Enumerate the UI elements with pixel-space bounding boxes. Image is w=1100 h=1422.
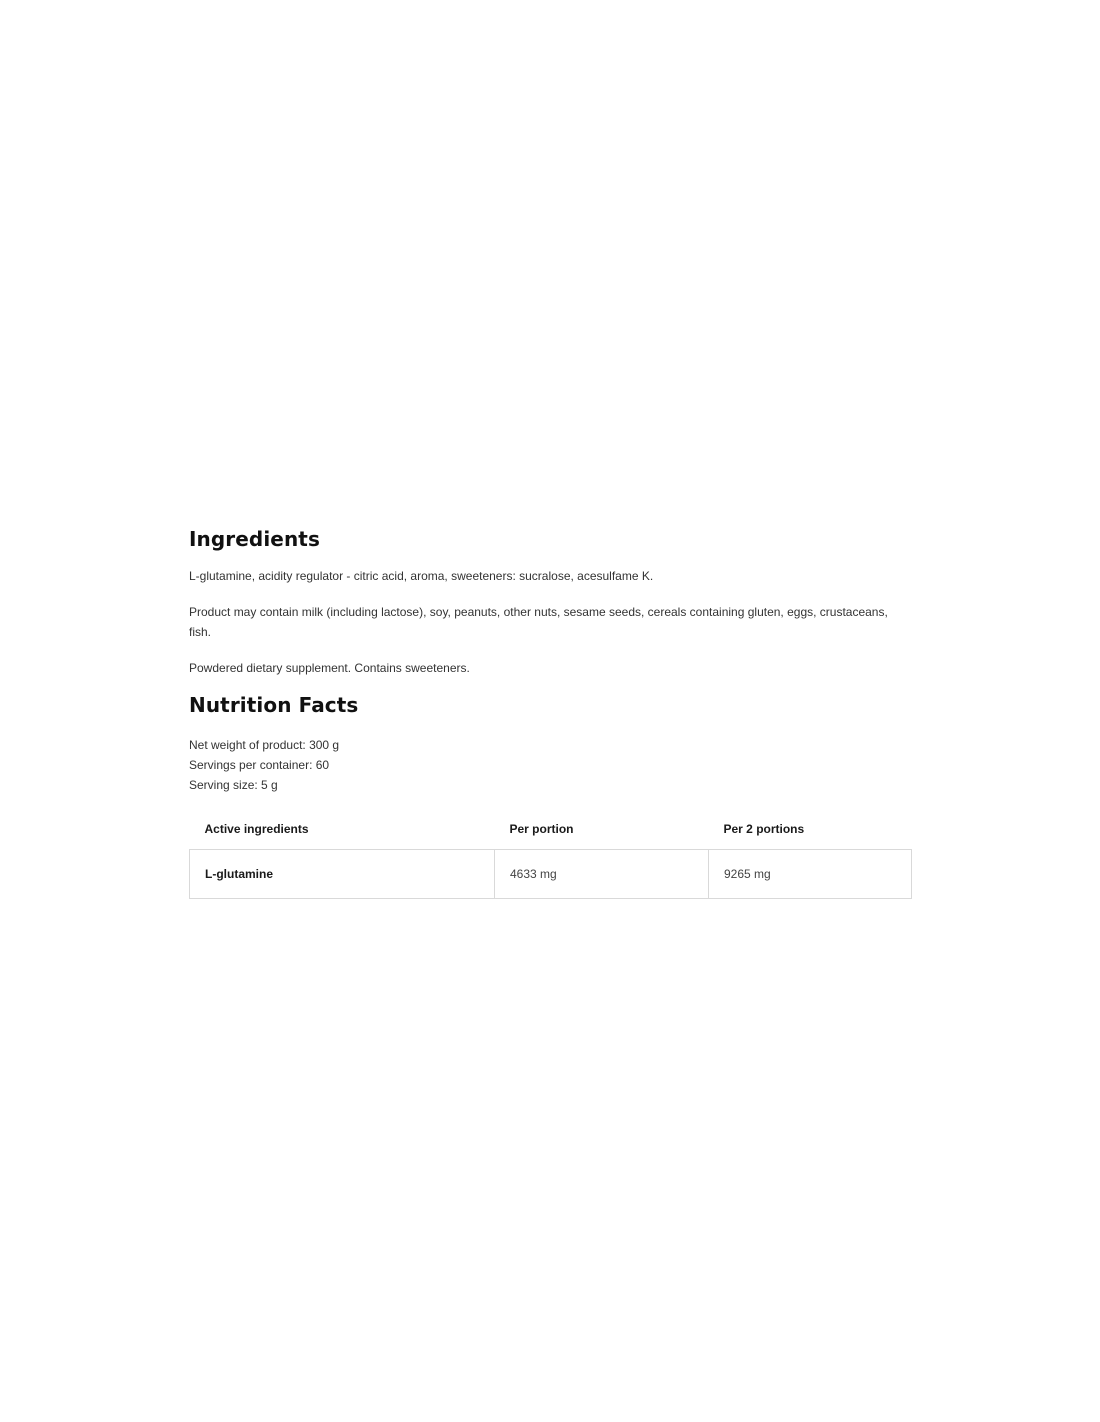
- product-details: [189, 524, 912, 899]
- column-header-active-ingredients: Active ingredients: [204, 822, 309, 836]
- nutrition-facts-section: [189, 690, 912, 899]
- product-description: Powdered dietary supplement. Contains sweeteners.: [189, 661, 470, 675]
- ingredient-name-cell: L-glutamine: [190, 850, 495, 899]
- column-header-per-2-portions: Per 2 portions: [723, 822, 805, 836]
- table-row: [190, 850, 912, 899]
- net-weight: Net weight of product: 300 g: [189, 738, 340, 752]
- column-header-per-portion: Per portion: [509, 822, 574, 836]
- servings-per-container: Servings per container: 60: [189, 758, 330, 772]
- per-portion-cell: 4633 mg: [495, 850, 709, 899]
- serving-size: Serving size: 5 g: [189, 778, 278, 792]
- ingredients-heading: Ingredients: [189, 527, 320, 551]
- table-header-row: [190, 809, 912, 850]
- nutrition-table: [189, 809, 912, 899]
- per-2-portions-cell: 9265 mg: [709, 850, 912, 899]
- ingredients-composition: L-glutamine, acidity regulator - citric acid, aroma, sweeteners: sucralose, acesulfame K.: [189, 569, 654, 583]
- ingredients-section: [189, 524, 912, 678]
- nutrition-summary: [189, 735, 912, 795]
- allergen-warning: Product may contain milk (including lactose), soy, peanuts, other nuts, sesame seeds, cereals containing gluten, eggs, crustaceans, fish.: [189, 605, 888, 639]
- nutrition-facts-heading: Nutrition Facts: [189, 693, 359, 717]
